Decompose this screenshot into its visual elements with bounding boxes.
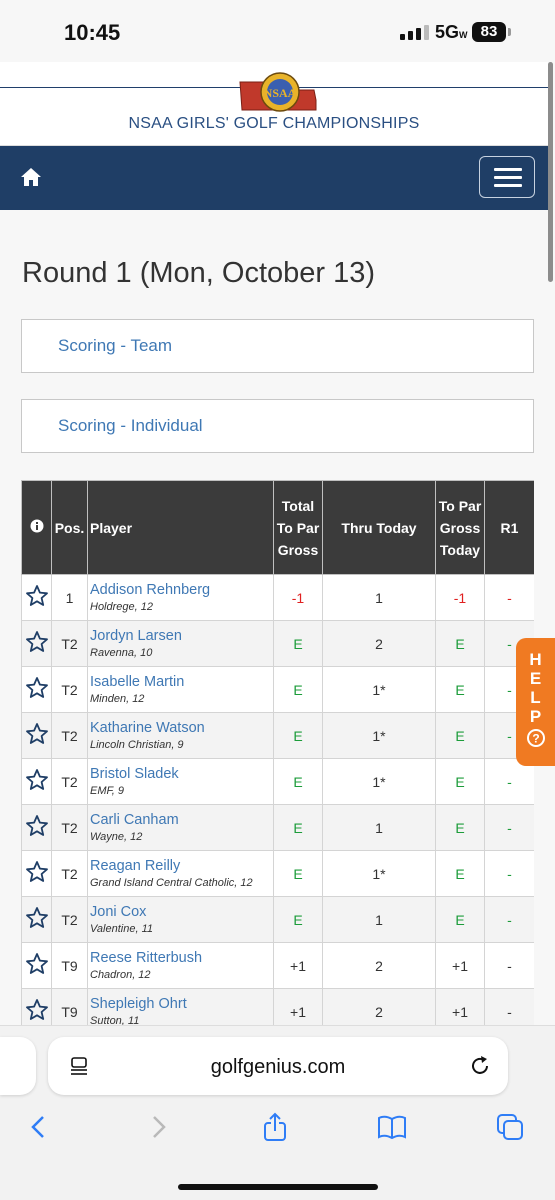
info-icon[interactable]	[30, 519, 44, 533]
star-icon[interactable]	[25, 952, 49, 976]
tabs-icon[interactable]	[495, 1112, 525, 1142]
to-par-today-cell: E	[436, 897, 485, 943]
player-cell[interactable]	[88, 759, 274, 805]
col-header-pos: Pos.	[52, 481, 88, 575]
to-par-today-cell: E	[436, 667, 485, 713]
share-icon[interactable]	[260, 1112, 290, 1142]
player-name-link[interactable]: Isabelle Martin	[90, 674, 185, 690]
r1-cell: -	[485, 989, 535, 1026]
table-row[interactable]	[22, 667, 535, 713]
home-icon[interactable]	[20, 166, 42, 188]
reload-icon[interactable]	[468, 1054, 492, 1078]
star-icon[interactable]	[25, 906, 49, 930]
table-row[interactable]	[22, 989, 535, 1026]
header-title: NSAA GIRLS' GOLF CHAMPIONSHIPS	[128, 115, 420, 132]
total-to-par-cell: E	[274, 759, 323, 805]
player-name-link[interactable]: Carli Canham	[90, 812, 179, 828]
player-cell[interactable]	[88, 897, 274, 943]
status-bar	[0, 0, 555, 62]
favorite-star-cell[interactable]	[22, 667, 52, 713]
to-par-today-cell: +1	[436, 989, 485, 1026]
favorite-star-cell[interactable]	[22, 897, 52, 943]
nav-bar	[0, 146, 548, 210]
position-cell: T9	[52, 989, 88, 1026]
back-icon[interactable]	[24, 1112, 54, 1142]
round-title: Round 1 (Mon, October 13)	[22, 257, 376, 289]
scoring-team-link[interactable]: Scoring - Team	[58, 336, 173, 355]
thru-today-cell: 2	[323, 943, 436, 989]
total-to-par-cell: E	[274, 851, 323, 897]
total-to-par-cell: +1	[274, 943, 323, 989]
thru-today-cell: 1*	[323, 759, 436, 805]
thru-today-cell: 1	[323, 805, 436, 851]
col-header-thru-today: Thru Today	[323, 481, 436, 575]
col-header-r1: R1	[485, 481, 535, 575]
col-header-total-to-par-gross: Total To Par Gross	[274, 481, 323, 575]
player-cell[interactable]	[88, 575, 274, 621]
total-to-par-cell: -1	[274, 575, 323, 621]
menu-toggle-button[interactable]	[479, 156, 535, 198]
player-school: Ravenna, 10	[90, 647, 153, 659]
cellular-signal-icon	[400, 25, 429, 40]
to-par-today-cell: +1	[436, 943, 485, 989]
previous-tab-card[interactable]	[0, 1037, 36, 1095]
star-icon[interactable]	[25, 768, 49, 792]
to-par-today-cell: E	[436, 713, 485, 759]
help-letter: E	[529, 669, 542, 688]
table-row[interactable]	[22, 851, 535, 897]
table-row[interactable]	[22, 805, 535, 851]
nsaa-logo[interactable]	[236, 70, 318, 114]
url-text[interactable]: golfgenius.com	[210, 1056, 346, 1078]
player-school: Chadron, 12	[90, 969, 151, 981]
total-to-par-cell: E	[274, 621, 323, 667]
col-header-to-par-gross-today: To Par Gross Today	[436, 481, 485, 575]
star-icon[interactable]	[25, 722, 49, 746]
total-to-par-cell: +1	[274, 989, 323, 1026]
player-name-link[interactable]: Jordyn Larsen	[90, 628, 182, 644]
to-par-today-cell: E	[436, 805, 485, 851]
thru-today-cell: 1*	[323, 713, 436, 759]
favorite-star-cell[interactable]	[22, 851, 52, 897]
position-cell: 1	[52, 575, 88, 621]
favorite-star-cell[interactable]	[22, 943, 52, 989]
svg-text:?: ?	[531, 731, 540, 746]
r1-cell: -	[485, 943, 535, 989]
total-to-par-cell: E	[274, 667, 323, 713]
battery-icon: 83	[472, 22, 506, 42]
battery-tip	[508, 28, 511, 36]
star-icon[interactable]	[25, 630, 49, 654]
help-letter: H	[529, 650, 542, 669]
help-tab[interactable]	[516, 638, 555, 766]
player-cell[interactable]	[88, 805, 274, 851]
table-row[interactable]	[22, 759, 535, 805]
position-cell: T2	[52, 759, 88, 805]
help-letter: P	[529, 707, 542, 726]
r1-cell: -	[485, 851, 535, 897]
favorite-star-cell[interactable]	[22, 989, 52, 1026]
player-school: Wayne, 12	[90, 831, 143, 843]
thru-today-cell: 1	[323, 575, 436, 621]
player-school: Valentine, 11	[90, 923, 153, 935]
player-name-link[interactable]: Bristol Sladek	[90, 766, 179, 782]
player-school: EMF, 9	[90, 785, 125, 797]
thru-today-cell: 1*	[323, 667, 436, 713]
thru-today-cell: 1*	[323, 851, 436, 897]
position-cell: T9	[52, 943, 88, 989]
player-cell[interactable]	[88, 713, 274, 759]
player-cell[interactable]	[88, 667, 274, 713]
table-row[interactable]	[22, 621, 535, 667]
r1-cell: -	[485, 621, 535, 667]
star-icon[interactable]	[25, 998, 49, 1022]
r1-cell: -	[485, 805, 535, 851]
scoring-team-panel[interactable]	[21, 319, 534, 373]
favorite-star-cell[interactable]	[22, 759, 52, 805]
thru-today-cell: 2	[323, 989, 436, 1026]
player-cell[interactable]	[88, 621, 274, 667]
scoring-individual-panel[interactable]	[21, 399, 534, 453]
star-icon[interactable]	[25, 860, 49, 884]
hamburger-icon-line	[494, 176, 522, 179]
player-school: Grand Island Central Catholic, 12	[90, 877, 253, 889]
to-par-today-cell: -1	[436, 575, 485, 621]
to-par-today-cell: E	[436, 621, 485, 667]
position-cell: T2	[52, 897, 88, 943]
position-cell: T2	[52, 851, 88, 897]
status-time: 10:45	[64, 20, 121, 45]
player-school: Minden, 12	[90, 693, 145, 705]
help-question-icon	[526, 728, 546, 748]
bookmarks-icon[interactable]	[377, 1112, 407, 1142]
r1-cell: -	[485, 667, 535, 713]
r1-cell: -	[485, 575, 535, 621]
player-cell[interactable]	[88, 851, 274, 897]
table-row[interactable]	[22, 897, 535, 943]
hamburger-icon-line	[494, 184, 522, 187]
position-cell: T2	[52, 667, 88, 713]
r1-cell: -	[485, 897, 535, 943]
total-to-par-cell: E	[274, 805, 323, 851]
player-school: Holdrege, 12	[90, 601, 153, 613]
player-name-link[interactable]: Joni Cox	[90, 904, 147, 920]
position-cell: T2	[52, 621, 88, 667]
star-icon[interactable]	[25, 676, 49, 700]
table-row[interactable]	[22, 713, 535, 759]
favorite-star-cell[interactable]	[22, 621, 52, 667]
favorite-star-cell[interactable]	[22, 575, 52, 621]
position-cell: T2	[52, 805, 88, 851]
table-row[interactable]	[22, 943, 535, 989]
site-header	[0, 62, 548, 146]
help-letter: L	[530, 688, 541, 707]
address-bar[interactable]	[48, 1037, 508, 1095]
home-indicator[interactable]	[178, 1184, 378, 1190]
player-name-link[interactable]: Addison Rehnberg	[90, 582, 211, 598]
position-cell: T2	[52, 713, 88, 759]
player-name-link[interactable]: Shepleigh Ohrt	[90, 996, 187, 1012]
thru-today-cell: 2	[323, 621, 436, 667]
svg-text:NSAA: NSAA	[263, 86, 297, 100]
forward-icon[interactable]	[143, 1112, 173, 1142]
scoring-individual-link[interactable]: Scoring - Individual	[58, 416, 203, 435]
r1-cell: -	[485, 713, 535, 759]
info-icon-header[interactable]	[22, 481, 52, 575]
to-par-today-cell: E	[436, 851, 485, 897]
total-to-par-cell: E	[274, 713, 323, 759]
player-name-link[interactable]: Reese Ritterbush	[90, 950, 203, 966]
col-header-player: Player	[88, 481, 274, 575]
thru-today-cell: 1	[323, 897, 436, 943]
player-school: Sutton, 11	[90, 1015, 140, 1025]
star-icon[interactable]	[25, 814, 49, 838]
star-icon[interactable]	[25, 584, 49, 608]
player-school: Lincoln Christian, 9	[90, 739, 184, 751]
leaderboard-table	[21, 480, 534, 1025]
favorite-star-cell[interactable]	[22, 805, 52, 851]
network-type: 5GW	[435, 22, 468, 42]
hamburger-icon-line	[494, 168, 522, 171]
to-par-today-cell: E	[436, 759, 485, 805]
player-cell[interactable]	[88, 989, 274, 1026]
player-name-link[interactable]: Katharine Watson	[90, 720, 205, 736]
r1-cell: -	[485, 759, 535, 805]
table-row[interactable]	[22, 575, 535, 621]
total-to-par-cell: E	[274, 897, 323, 943]
favorite-star-cell[interactable]	[22, 713, 52, 759]
player-name-link[interactable]: Reagan Reilly	[90, 858, 181, 874]
player-cell[interactable]	[88, 943, 274, 989]
scrollbar-thumb[interactable]	[548, 62, 553, 282]
